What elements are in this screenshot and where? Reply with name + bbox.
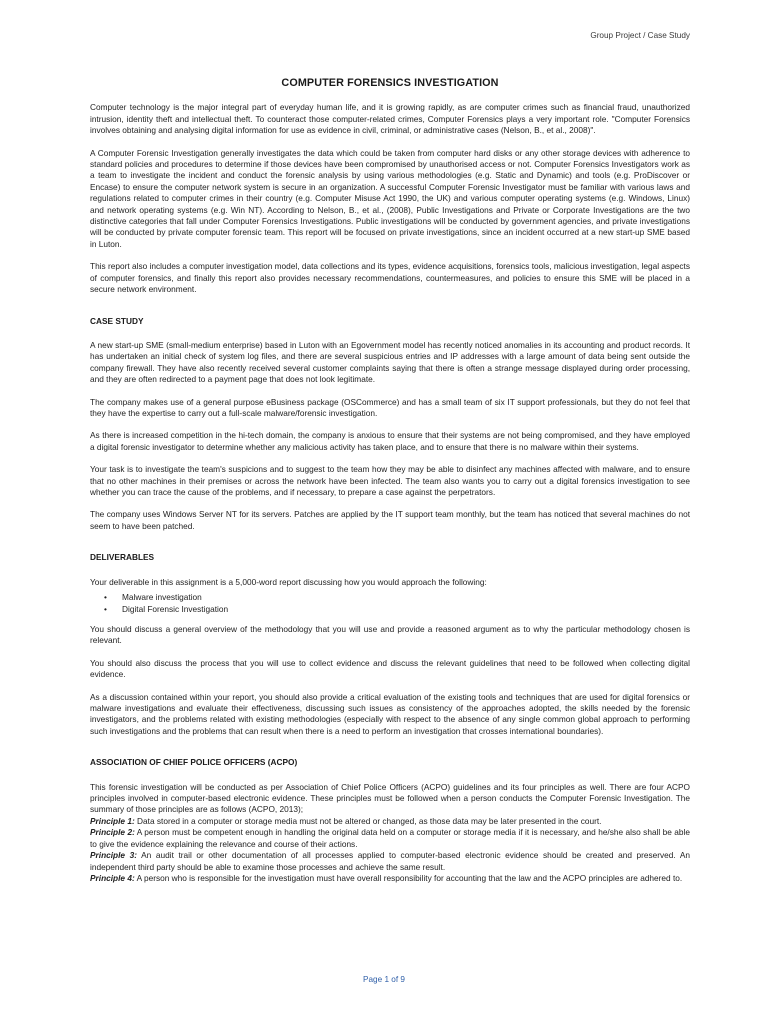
case-study-paragraph: As there is increased competition in the hi-tech domain, the company is anxious to ensure that their systems are not being compromised, and they have employed a digital forensic investigator to determine whether any malicious activity has taken place, and to ensure that there is no malware within their systems. xyxy=(90,430,690,452)
deliverables-lead: Your deliverable in this assignment is a 5,000-word report discussing how you would approach the following: xyxy=(90,576,487,587)
acpo-principle-3 xyxy=(90,850,690,873)
principle-text: A person must be competent enough in handling the original data held on a computer or storage media if it is necessary, and he/she also shall be able to give the evidence explaining the relevance and course of their actions. xyxy=(90,827,690,849)
intro-paragraph: Computer technology is the major integral part of everyday human life, and it is growing rapidly, as are computer crimes such as financial fraud, unauthorized intrusion, identity theft and intellectual theft. To counteract those computer-related crimes, Computer Forensics plays a very important role. "Computer Forensics involves obtaining and analysing digital information for use as evidence in civil, criminal, or administrative cases (Nelson, B., et al., 2008)". xyxy=(90,102,690,136)
case-study-paragraph: The company makes use of a general purpose eBusiness package (OSCommerce) and has a small team of six IT support professionals, but they do not feel that they have the expertise to carry out a full-scale malware/forensic investigation. xyxy=(90,396,690,418)
acpo-principle-4 xyxy=(90,873,690,884)
list-item: • Digital Forensic Investigation xyxy=(122,603,690,615)
principle-label: Principle 3: xyxy=(90,850,138,861)
case-study-paragraph: A new start-up SME (small-medium enterprise) based in Luton with an Egovernment model has recently noticed anomalies in its accounting and product records. It has undertaken an initial check of system log files, and there are several suspicious entries and IP addresses with a large amount of data being sent outside the company firewall. They have also recently received several customer complaints saying that there is often a strange message displayed during order processing, and they are often redirected to a payment page that does not look legitimate. xyxy=(90,339,690,385)
principle-text: An audit trail or other documentation of all processes applied to computer-based electronic evidence should be created and preserved. An independent third party should be able to examine those processes and achieve the same result. xyxy=(90,850,690,872)
case-study-paragraph: The company uses Windows Server NT for its servers. Patches are applied by the IT support team monthly, but the team has noticed that several machines do not seem to have been patched. xyxy=(90,509,690,531)
acpo-principle-1 xyxy=(90,816,690,827)
section-heading-case-study: CASE STUDY xyxy=(90,315,144,326)
intro-paragraph: This report also includes a computer investigation model, data collections and its types, evidence acquisitions, forensics tools, malicious investigation, legal aspects of computer forensics, and finally this report also provides necessary recommendations, countermeasures, and policies to ensure this SME will be placed in a secure network environment. xyxy=(90,261,690,295)
section-heading-deliverables: DELIVERABLES xyxy=(90,552,155,563)
document-title: COMPUTER FORENSICS INVESTIGATION xyxy=(281,77,499,89)
principle-label: Principle 1: xyxy=(90,815,135,826)
section-heading-acpo: ASSOCIATION OF CHIEF POLICE OFFICERS (ACPO) xyxy=(90,757,298,768)
deliverables-paragraph: As a discussion contained within your report, you should also provide a critical evaluation of the existing tools and techniques that are used for digital forensics or malware investigations and evaluate their effectiveness, discussing such issues as consistency of the approaches adopted, the skills needed by the forensic investigators, and the problems related with existing methodologies (especially with respect to the absence of any single common global approach to performing such investigations and the problems that can result when there is a need to perform an investigation that crosses international boundaries). xyxy=(90,691,690,736)
document-body xyxy=(90,78,690,884)
acpo-principle-2 xyxy=(90,827,690,850)
intro-paragraph: A Computer Forensic Investigation generally investigates the data which could be taken from computer hard disks or any other storage devices with adherence to standard policies and procedures to determine if those devices have been compromised by unauthorised access or not. Computer Forensics Investigators work as a team to investigate the incident and conduct the forensic analysis by using various methodologies (e.g. Static and Dynamic) and tools (e.g. ProDiscover or Encase) to ensure the computer network system is secure in an organization. A successful Computer Forensic Investigator must be familiar with various laws and regulations related to computer crimes in their country (e.g. Computer Misuse Act 1990, the UK) and various computer operating systems (e.g. Windows, Linux) and network operating systems (e.g. Win NT). According to Nelson, B., et al., (2008), Public Investigations and Private or Corporate Investigations are the two distinctive categories that fall under Computer Forensics Investigations. Public investigations will be conducted by government agencies, and private investigations will be conducted by private computer forensic team. This report will be focused on private investigations, since an incident occurred at a new start-up SME based in Luton. xyxy=(90,147,690,249)
page-number: Page 1 of 9 xyxy=(363,975,405,984)
principle-label: Principle 2: xyxy=(90,827,135,838)
case-study-paragraph: Your task is to investigate the team's suspicions and to suggest to the team how they may be able to disinfect any machines affected with malware, and to ensure that no other machines in their premises or across the network have been infected. The team also wants you to carry out a digital forensics investigation to see whether you can trace the cause of the problems, and if necessary, to prepare a case against the perpetrators. xyxy=(90,464,690,497)
acpo-intro: This forensic investigation will be conducted as per Association of Chief Police Officers (ACPO) guidelines and its four principles as well. There are four ACPO principles involved in computer-based electronic evidence. These principles must be followed when a person conducts the Computer Forensic Investigation. The summary of those principles are as follows (ACPO, 2013); xyxy=(90,781,690,815)
principle-text: Data stored in a computer or storage media must not be altered or changed, as those data may be later presented in the court. xyxy=(134,815,602,826)
list-item: • Malware investigation xyxy=(122,591,690,603)
deliverables-paragraph: You should discuss a general overview of the methodology that you will use and provide a reasoned argument as to why the particular methodology chosen is relevant. xyxy=(90,624,690,646)
running-header: Group Project / Case Study xyxy=(590,31,690,40)
principle-label: Principle 4: xyxy=(90,872,135,883)
deliverables-list xyxy=(90,591,690,615)
deliverables-paragraph: You should also discuss the process that you will use to collect evidence and discuss the relevant guidelines that need to be followed when collecting digital evidence. xyxy=(90,657,690,680)
principle-text: A person who is responsible for the investigation must have overall responsibility for accounting that the law and the ACPO principles are adhered to. xyxy=(134,872,683,883)
